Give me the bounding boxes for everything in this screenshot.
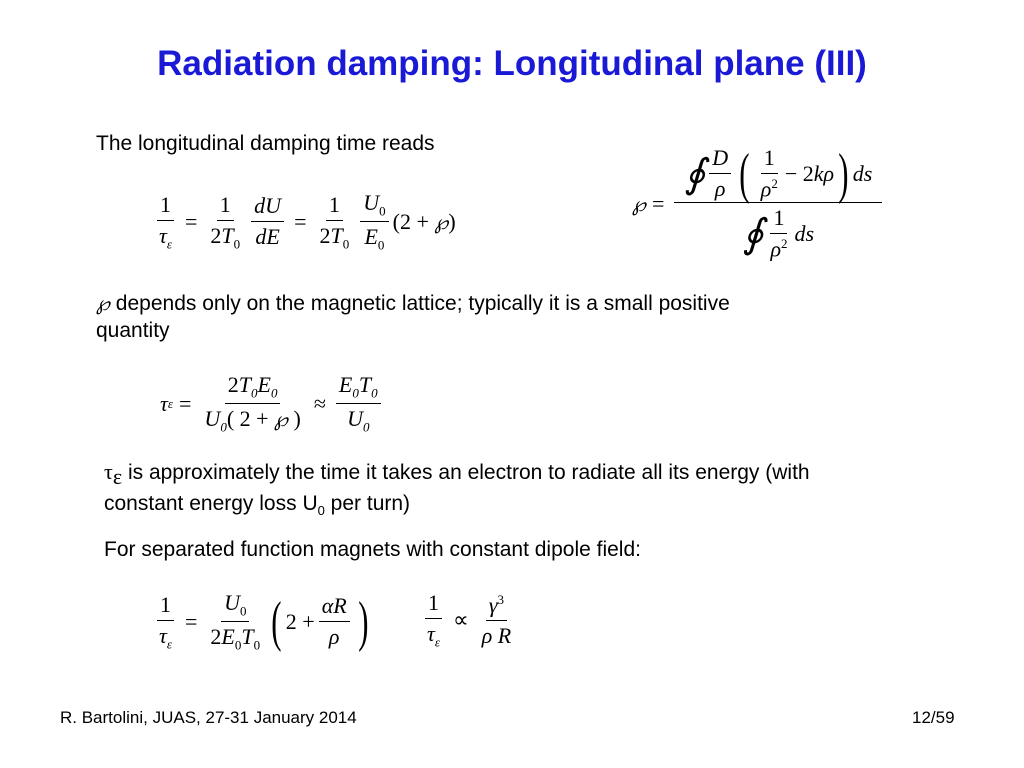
script-p-symbol: ℘ [96, 291, 110, 315]
tau-description-line1: is approximately the time it takes an electron to radiate all its energy (with [127, 461, 810, 484]
separated-function-text: For separated function magnets with constant dipole field: [104, 538, 641, 561]
script-p-definition: ℘ = ∮ $\frac{D}{\rho}$ ( $\frac{1}{\rho^2}$ − 2kρ ) ds ∮ $\frac{1}{\rho^2}$ ds [632, 145, 886, 263]
p-description [96, 290, 730, 344]
footer-author: R. Bartolini, JUAS, 27-31 January 2014 [60, 708, 357, 727]
tau-symbol: τ [104, 459, 113, 484]
tau-description [104, 458, 810, 524]
tau-approximation-equation: τ ε = $\frac{2T_0E_0}{U_0( 2 + ℘ )}$ ≈ $\frac{E_0T_0}{U_0}$ [160, 372, 385, 436]
intro-text: The longitudinal damping time reads [96, 132, 435, 155]
slide-title: Radiation damping: Longitudinal plane (III) [157, 44, 867, 83]
tau-description-line2b: per turn) [324, 492, 411, 516]
separated-function-equation: $\frac{1}{\tau_\varepsilon}$ = $\frac{U_0}{2E_0T_0}$ ( 2 + $\frac{\alpha R}{\rho}$ ) [159, 590, 369, 653]
damping-time-equation: $\frac{1}{\tau_\varepsilon}$ = $\frac{1}{2T_0}$ $\frac{dU}{dE}$ = $\frac{1}{2T_0}$ $\frac{U_0}{E_0}$ (2 + ℘) [159, 190, 456, 253]
p-description-line1: depends only on the magnetic lattice; typically it is a small positive [115, 292, 730, 315]
p-description-line2: quantity [96, 319, 170, 342]
tau-description-subscript: 0 [317, 503, 325, 519]
proportionality-equation: $\frac{1}{\tau_\varepsilon}$ ∝ $\frac{\gamma^3}{\text{ρ R}}$ [427, 590, 512, 650]
footer-page-number: 12/59 [912, 708, 955, 727]
tau-description-line2a: constant energy loss U [104, 492, 318, 516]
tau-subscript: ε [112, 464, 123, 490]
